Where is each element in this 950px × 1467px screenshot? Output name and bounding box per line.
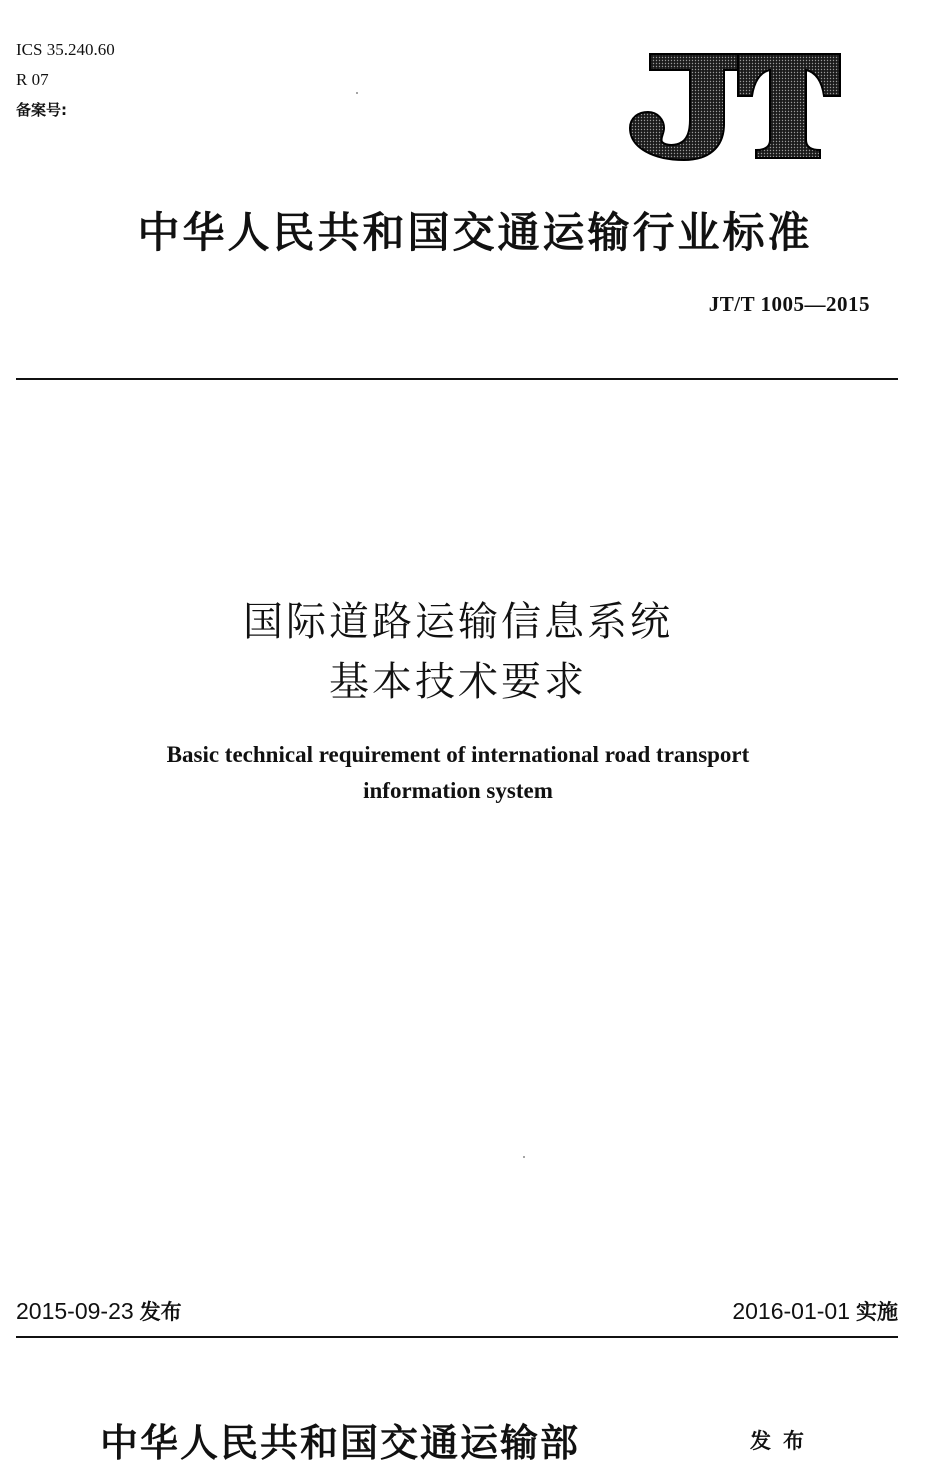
issue-date: 2015-09-23 xyxy=(16,1298,134,1324)
scan-speck xyxy=(523,1156,525,1158)
chinese-title-line-1: 国际道路运输信息系统 xyxy=(243,599,673,645)
ics-code: ICS 35.240.60 xyxy=(16,40,115,59)
implement-date: 2016-01-01 xyxy=(732,1298,850,1324)
scan-speck xyxy=(356,92,358,94)
implement-label: 实施 xyxy=(856,1300,898,1324)
jt-logo xyxy=(628,50,842,162)
publish-label: 发布 xyxy=(750,1429,816,1453)
standard-code: JT/T 1005—2015 xyxy=(708,292,870,316)
record-number-label: 备案号: xyxy=(16,101,67,119)
issue-date-block xyxy=(16,1296,182,1326)
publisher-name: 中华人民共和国交通运输部 xyxy=(100,1420,581,1465)
classification-code: R 07 xyxy=(16,70,49,89)
bottom-divider xyxy=(16,1336,898,1338)
chinese-title-line-2: 基本技术要求 xyxy=(329,659,587,705)
standard-category: 中华人民共和国交通运输行业标准 xyxy=(137,208,813,257)
english-title-line-1: Basic technical requirement of international road transport xyxy=(166,742,750,767)
english-title-line-2: information system xyxy=(363,778,553,803)
top-divider xyxy=(16,378,898,380)
implement-date-block xyxy=(732,1296,898,1326)
issue-label: 发布 xyxy=(139,1300,182,1324)
